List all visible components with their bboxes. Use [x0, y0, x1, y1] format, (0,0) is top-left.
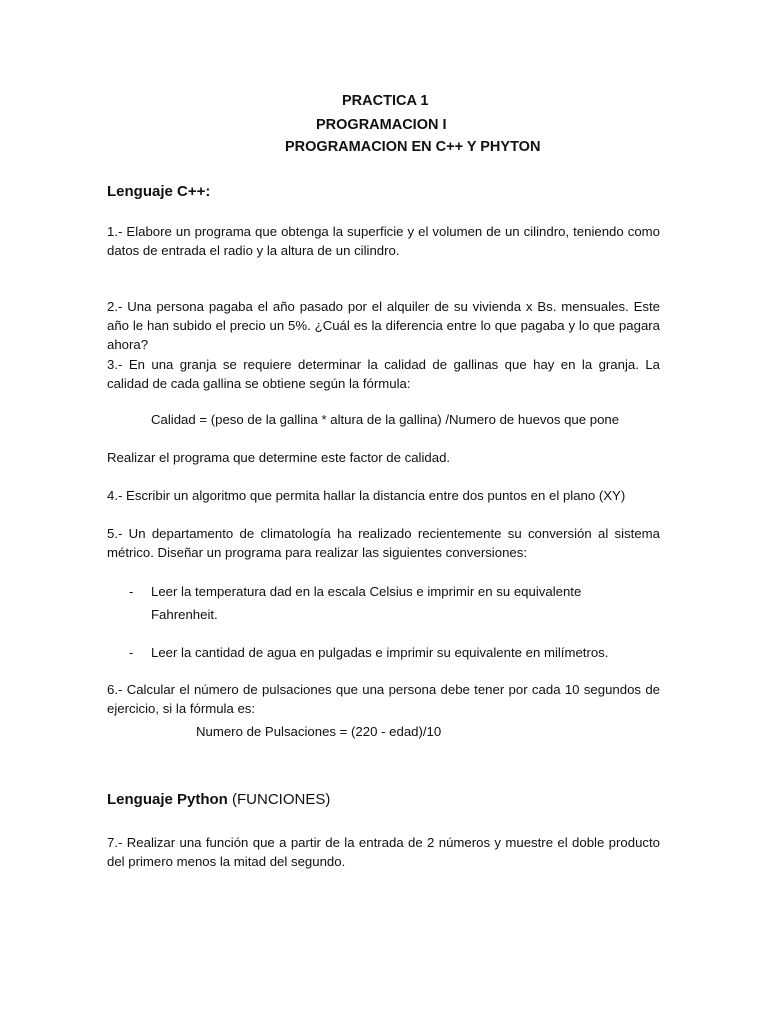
bullet-dash: - [129, 645, 134, 660]
section-heading-python [107, 791, 330, 808]
exercise-4: 4.- Escribir un algoritmo que permita hallar la distancia entre dos puntos en el plano (XY) [107, 488, 626, 503]
exercise-5: 5.- Un departamento de climatología ha realizado recientemente su conversión al sistema métrico. Diseñar un programa para realizar las siguientes conversiones: [107, 526, 660, 560]
exercise-6: 6.- Calcular el número de pulsaciones que una persona debe tener por cada 10 segundos de ejercicio, si la fórmula es: [107, 682, 660, 716]
exercise-2: 2.- Una persona pagaba el año pasado por el alquiler de su vivienda x Bs. mensuales. Este año le han subido el precio un 5%. ¿Cuál es la diferencia entre lo que pagaba y lo que pagara ahora? [107, 299, 660, 352]
section-heading-python-rest: (FUNCIONES) [227, 791, 331, 808]
bullet-dash: - [129, 584, 134, 599]
exercise-3: 3.- En una granja se requiere determinar la calidad de gallinas que hay en la granja. La calidad de cada gallina se obtiene según la fórmula: [107, 357, 660, 391]
exercise-1: 1.- Elabore un programa que obtenga la superficie y el volumen de un cilindro, teniendo como datos de entrada el radio y la altura de un cilindro. [107, 224, 660, 258]
exercise-7: 7.- Realizar una función que a partir de la entrada de 2 números y muestre el doble producto del primero menos la mitad del segundo. [107, 835, 660, 869]
document-title: PRACTICA 1 [342, 93, 429, 109]
section-heading-python-bold: Lenguaje Python [107, 791, 228, 808]
formula-calidad: Calidad = (peso de la gallina * altura de la gallina) /Numero de huevos que pone [151, 412, 620, 427]
exercise-3-instruction: Realizar el programa que determine este factor de calidad. [107, 450, 451, 465]
document-subtitle: PROGRAMACION I [316, 117, 447, 133]
section-heading-cpp: Lenguaje C++: [107, 183, 211, 200]
formula-pulsaciones: Numero de Pulsaciones = (220 - edad)/10 [196, 724, 442, 739]
list-item-text: Leer la cantidad de agua en pulgadas e imprimir su equivalente en milímetros. [151, 645, 609, 660]
document-topic: PROGRAMACION EN C++ Y PHYTON [285, 139, 541, 155]
list-item-text: Leer la temperatura dad en la escala Celsius e imprimir en su equivalente Fahrenheit. [151, 584, 582, 622]
